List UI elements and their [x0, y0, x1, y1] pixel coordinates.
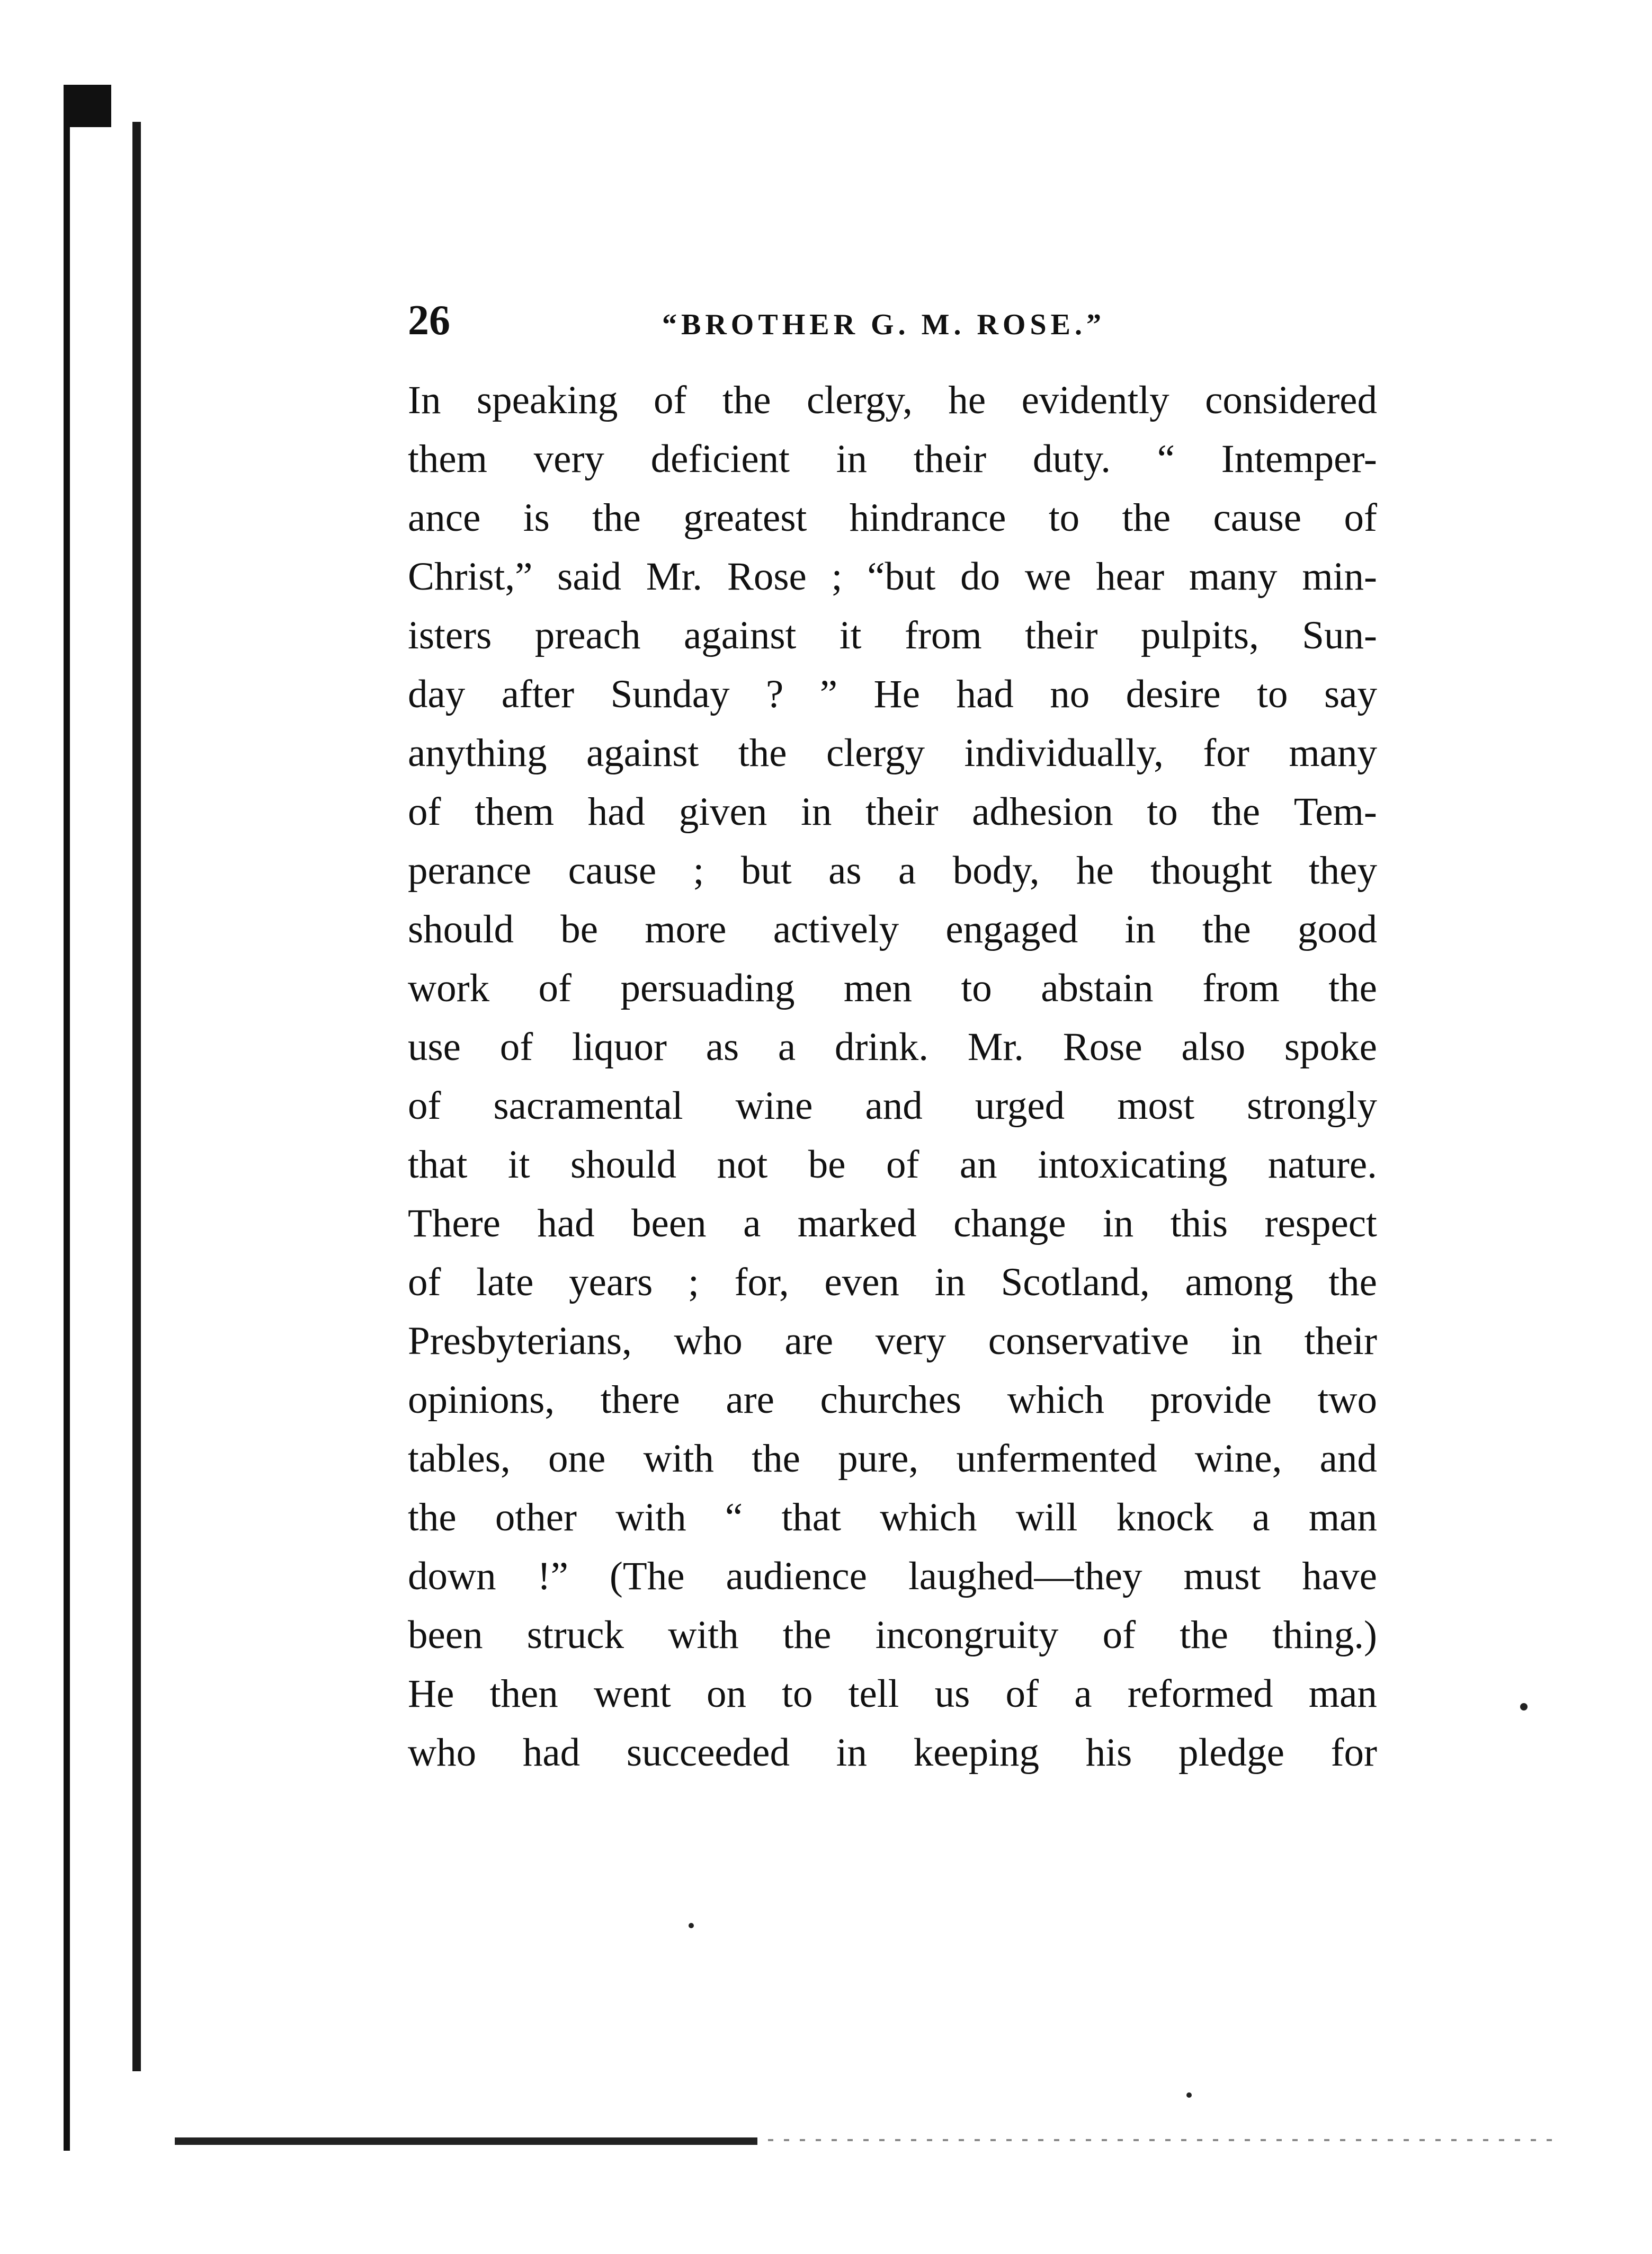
text-line: of them had given in their adhesion to the Tem-: [408, 790, 1377, 834]
text-line: ance is the greatest hindrance to the cause of: [408, 496, 1377, 540]
text-line: of sacramental wine and urged most strongly: [408, 1084, 1377, 1128]
scan-bottom-rule-faint: [768, 2139, 1562, 2141]
book-page: [408, 297, 1377, 1782]
text-line: He then went on to tell us of a reformed man: [408, 1672, 1377, 1716]
text-line: work of persuading men to abstain from the: [408, 966, 1377, 1010]
text-line: use of liquor as a drink. Mr. Rose also spoke: [408, 1025, 1377, 1069]
scan-speck: [1520, 1703, 1528, 1710]
text-line: of late years ; for, even in Scotland, among the: [408, 1260, 1377, 1304]
text-line: tables, one with the pure, unfermented wine, and: [408, 1437, 1377, 1481]
text-line: anything against the clergy individually, for many: [408, 731, 1377, 775]
text-line: who had succeeded in keeping his pledge for: [408, 1731, 1377, 1775]
text-line: the other with “ that which will knock a man: [408, 1495, 1377, 1539]
text-line: them very deficient in their duty. “ Intemper-: [408, 437, 1377, 481]
scan-binding-line: [132, 122, 141, 2071]
scan-speck: [1186, 2092, 1192, 2098]
text-line: day after Sunday ? ” He had no desire to say: [408, 672, 1377, 716]
text-line: that it should not be of an intoxicating nature.: [408, 1143, 1377, 1187]
text-line: opinions, there are churches which provide two: [408, 1378, 1377, 1422]
text-line: Presbyterians, who are very conservative in their: [408, 1319, 1377, 1363]
text-line: In speaking of the clergy, he evidently considered: [408, 378, 1377, 422]
text-line: isters preach against it from their pulpits, Sun-: [408, 613, 1377, 657]
body-paragraph: [408, 371, 1377, 1782]
text-line: Christ,” said Mr. Rose ; “but do we hear many min-: [408, 555, 1377, 599]
scan-binding-shadow: [64, 85, 111, 127]
text-line: should be more actively engaged in the good: [408, 907, 1377, 951]
scan-binding-edge: [64, 85, 70, 2151]
scan-bottom-rule: [175, 2137, 757, 2145]
scan-speck: [689, 1923, 694, 1928]
text-line: down !” (The audience laughed—they must have: [408, 1554, 1377, 1598]
running-head-title: “BROTHER G. M. ROSE.”: [662, 308, 1105, 341]
text-line: been struck with the incongruity of the thing.): [408, 1613, 1377, 1657]
text-line: perance cause ; but as a body, he thought they: [408, 849, 1377, 893]
page-number: 26: [408, 297, 450, 344]
running-head: [408, 297, 1377, 360]
text-line: There had been a marked change in this respect: [408, 1201, 1377, 1245]
